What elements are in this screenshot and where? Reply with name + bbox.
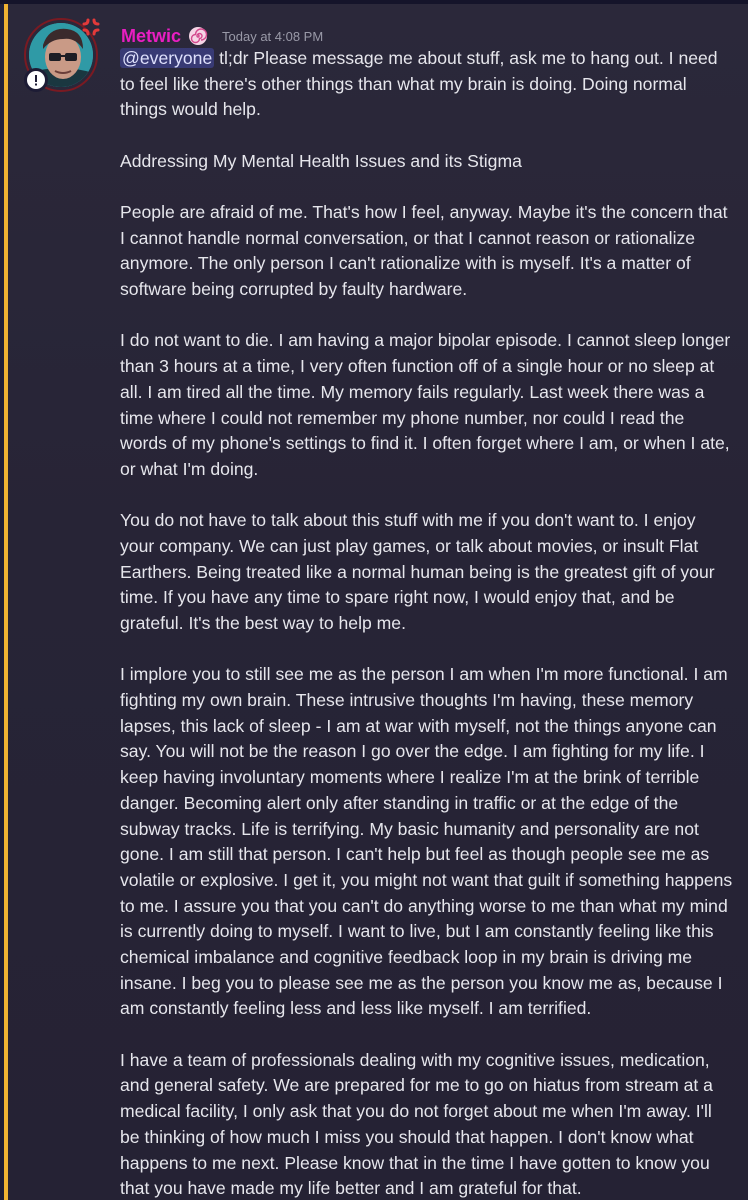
message-paragraph: I do not want to die. I am having a major bipolar episode. I cannot sleep longer than 3 hours at a time, I very often function off of a single hour or no sleep at all. I am tired all the time. My memory fails regularly. Last week there was a time where I could not remember my phone number, nor could I read the words of my phone's settings to find it. I often forget where I am, or when I ate, or what I'm doing. (120, 330, 731, 479)
intro-text: tl;dr Please message me about stuff, ask me to hang out. I need to feel like there's other things than what my brain is doing. Doing normal things would help. (120, 48, 718, 120)
stream-status-icon (24, 68, 48, 92)
message-paragraph-heading: Addressing My Mental Health Issues and its Stigma (120, 150, 522, 171)
message-paragraph: I implore you to still see me as the person I am when I'm more functional. I am fighting my own brain. These intrusive thoughts I'm having, these memory lapses, this lack of sleep - I am at war with myself, not the things anyone can say. You will not be the reason I go over the edge. I am fighting for my life. I keep having involuntary moments where I realize I'm at the brink of terrible danger. Becoming alert only after standing in traffic or at the edge of the subway tracks. Life is terrifying. My basic humanity and personality are not gone. I am still that person. I can't help but feel as though people see me as volatile or explosive. I get it, you might not want that guilt if something happens to me. I assure you that you can't do anything worse to me than what my mind is currently doing to myself. I want to live, but I am constantly feeling like this chemical imbalance and cognitive feedback loop in my brain is driving me insane. I beg you to please see me as the person you know me as, because I am constantly feeling less and less like myself. I am terrified. (120, 664, 733, 1019)
message-paragraph: You do not have to talk about this stuff with me if you don't want to. I enjoy your company. We can just play games, or talk about movies, or insult Flat Earthers. Being treated like a normal human being is the greatest gift of your time. If you have any time to spare right now, I would enjoy that, and be grateful. It's the best way to help me. (120, 510, 715, 634)
spiral-icon[interactable] (188, 26, 208, 46)
chat-message[interactable] (4, 4, 748, 1200)
anger-icon (80, 16, 102, 38)
message-paragraph: People are afraid of me. That's how I feel, anyway. Maybe it's the concern that I cannot handle normal conversation, or that I cannot reason or rationalize anymore. The only person I can't rationalize with is myself. It's a matter of software being corrupted by faulty hardware. (120, 202, 728, 300)
avatar-container[interactable] (24, 18, 102, 96)
message-paragraph-intro (120, 46, 734, 123)
everyone-mention[interactable]: @everyone (122, 48, 213, 68)
message-paragraph: I have a team of professionals dealing with my cognitive issues, medication, and general safety. We are prepared for me to go on hiatus from stream at a medical facility, I only ask that you do not forget about me when I'm away. I'll be thinking of how much I miss you should that happen. I don't know what happens to me next. Please know that in the time I have gotten to know you that you have made my life better and I am grateful for that. (120, 1049, 713, 1199)
username[interactable]: Metwic (121, 25, 182, 46)
message-header (121, 24, 323, 48)
timestamp: Today at 4:08 PM (222, 28, 324, 44)
mention-highlight-strip (4, 4, 8, 1200)
message-content (120, 46, 734, 1200)
status-badge-glyph (31, 74, 41, 86)
